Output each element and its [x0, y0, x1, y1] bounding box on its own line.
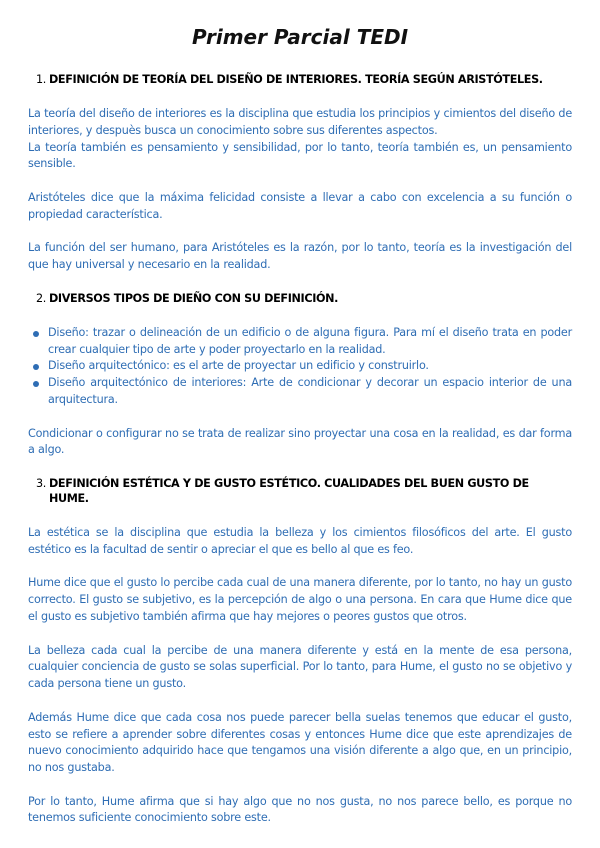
list-item-text: Diseño: trazar o delineación de un edificio o de alguna figura. Para mí el diseño trata en poder crear cualquier tipo de arte y poder proyectarlo en la realidad. [48, 325, 572, 356]
section-heading-2 [36, 291, 572, 306]
paragraph: Aristóteles dice que la máxima felicidad consiste a llevar a cabo con excelencia a su función o propiedad característica. [28, 190, 572, 221]
section-number: 3. [36, 476, 46, 490]
section-heading-text: DEFINICIÓN DE TEORÍA DEL DISEÑO DE INTERIORES. TEORÍA SEGÚN ARISTÓTELES. [48, 73, 543, 86]
section-number: 1. [36, 73, 46, 86]
paragraph: La teoría del diseño de interiores es la disciplina que estudia los principios y cimientos del diseño de interiores, y despuès busca un conocimiento sobre sus diferentes aspectos. [28, 107, 572, 137]
section-heading-1 [36, 72, 572, 87]
paragraph: La teoría también es pensamiento y sensibilidad, por lo tanto, teoría también es, un pensamiento sensible. [28, 140, 572, 171]
paragraph: La belleza cada cual la percibe de una manera diferente y está en la mente de esa persona, cualquier conciencia de gusto se solas superficial. Por lo tanto, para Hume, el gusto no se objetivo y cada persona tiene un gusto. [28, 643, 572, 691]
bullet-icon [33, 331, 39, 337]
list-item [28, 358, 572, 375]
section-number: 2. [36, 291, 46, 305]
paragraph: Además Hume dice que cada cosa nos puede parecer bella suelas tenemos que educar el gusto, esto se refiere a aprender sobre diferentes cosas y entonces Hume dice que este aprendizajes de nuevo conocimiento adquirido hace que tengamos una visión diferente a algo que, en un principio, no nos gustaba. [28, 710, 572, 775]
bullet-icon [33, 364, 39, 370]
page-title: Primer Parcial TEDI [191, 25, 409, 49]
bullet-icon [33, 381, 39, 387]
paragraph: La estética se la disciplina que estudia la belleza y los cimientos filosóficos del arte. El gusto estético es la facultad de sentir o apreciar el que es bello al que es feo. [28, 525, 572, 556]
paragraph: Hume dice que el gusto lo percibe cada cual de una manera diferente, por lo tanto, no hay un gusto correcto. El gusto se subjetivo, es la percepción de algo o una persona. En cara que Hume dice que el gusto es subjetivo también afirma que hay mejores o peores gustos que otros. [28, 576, 572, 623]
section-heading-3 [36, 476, 572, 506]
list-item [28, 325, 572, 359]
list-item-text: Diseño arquitectónico: es el arte de proyectar un edificio y construirlo. [48, 359, 429, 373]
paragraph: Condicionar o configurar no se trata de realizar sino proyectar una cosa en la realidad, es dar forma a algo. [28, 426, 572, 457]
list-item [28, 375, 572, 409]
list-item-text: Diseño arquitectónico de interiores: Arte de condicionar y decorar un espacio interior de una arquitectura. [48, 376, 572, 406]
section-heading-text: DEFINICIÓN ESTÉTICA Y DE GUSTO ESTÉTICO. CUALIDADES DEL BUEN GUSTO DE HUME. [48, 476, 529, 505]
paragraph: La función del ser humano, para Aristóteles es la razón, por lo tanto, teoría es la investigación del que hay universal y necesario en la realidad. [28, 241, 572, 272]
paragraph: Por lo tanto, Hume afirma que si hay algo que no nos gusta, no nos parece bello, es porque no tenemos suficiente conocimiento sobre este. [28, 794, 572, 825]
section-heading-text: DIVERSOS TIPOS DE DIEÑO CON SU DEFINICIÓN. [48, 291, 339, 305]
bullet-list [28, 325, 572, 409]
